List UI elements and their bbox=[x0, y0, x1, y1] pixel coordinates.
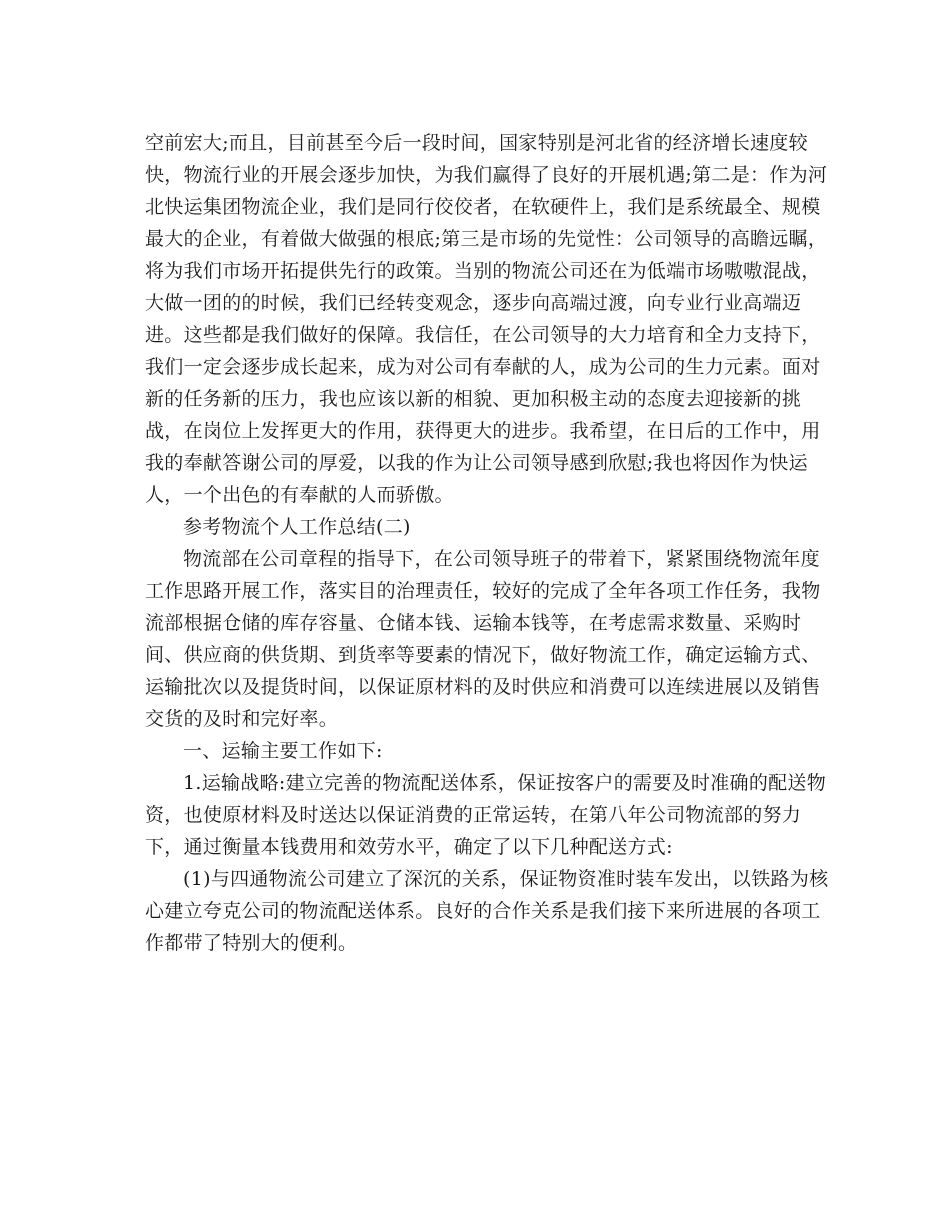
text-line: 运输批次以及提货时间，以保证原材料的及时供应和消费可以连续进展以及销售 bbox=[145, 676, 821, 698]
text-line: 1.运输战略:建立完善的物流配送体系，保证按客户的需要及时准确的配送物 bbox=[183, 772, 827, 794]
text-line: 工作思路开展工作，落实目的治理责任，较好的完成了全年各项工作任务，我物 bbox=[145, 580, 821, 602]
text-line: 北快运集团物流企业，我们是同行佼佼者，在软硬件上，我们是系统最全、规模 bbox=[145, 196, 821, 218]
text-line: 我的奉献答谢公司的厚爱，以我的作为让公司领导感到欣慰;我也将因作为快运 bbox=[145, 452, 808, 474]
text-line: 交货的及时和完好率。 bbox=[145, 708, 339, 730]
text-line: 战，在岗位上发挥更大的作用，获得更大的进步。我希望，在日后的工作中，用 bbox=[145, 420, 821, 442]
text-line: 物流部在公司章程的指导下，在公司领导班子的带着下，紧紧围绕物流年度 bbox=[183, 548, 820, 570]
text-line: 心建立夸克公司的物流配送体系。良好的合作关系是我们接下来所进展的各项工 bbox=[145, 900, 821, 922]
text-line: 大做一团的的时候，我们已经转变观念，逐步向高端过渡，向专业行业高端迈 bbox=[145, 292, 802, 314]
text-line: 下，通过衡量本钱费用和效劳水平，确定了以下几种配送方式: bbox=[145, 836, 673, 858]
text-line: 人，一个出色的有奉献的人而骄傲。 bbox=[145, 484, 454, 506]
text-line: 作都带了特别大的便利。 bbox=[145, 932, 358, 954]
text-line: 进。这些都是我们做好的保障。我信任，在公司领导的大力培育和全力支持下， bbox=[145, 324, 821, 346]
text-line: 快，物流行业的开展会逐步加快，为我们赢得了良好的开展机遇;第二是：作为河 bbox=[145, 164, 828, 186]
text-line: (1)与四通物流公司建立了深沉的关系，保证物资准时装车发出，以铁路为核 bbox=[183, 868, 829, 890]
text-line: 间、供应商的供货期、到货率等要素的情况下，做好物流工作，确定运输方式、 bbox=[145, 644, 821, 666]
text-line: 将为我们市场开拓提供先行的政策。当别的物流公司还在为低端市场嗷嗷混战， bbox=[145, 260, 821, 282]
text-line: 流部根据仓储的库存容量、仓储本钱、运输本钱等，在考虑需求数量、采购时 bbox=[145, 612, 802, 634]
text-line: 最大的企业，有着做大做强的根底;第三是市场的先觉性：公司领导的高瞻远瞩， bbox=[145, 228, 828, 250]
section-heading: 参考物流个人工作总结(二) bbox=[183, 516, 411, 538]
text-line: 资，也使原材料及时送达以保证消费的正常运转，在第八年公司物流部的努力 bbox=[145, 804, 802, 826]
text-line: 我们一定会逐步成长起来，成为对公司有奉献的人，成为公司的生力元素。面对 bbox=[145, 356, 821, 378]
text-line: 空前宏大;而且，目前甚至今后一段时间，国家特别是河北省的经济增长速度较 bbox=[145, 132, 808, 154]
text-line: 新的任务新的压力，我也应该以新的相貌、更加积极主动的态度去迎接新的挑 bbox=[145, 388, 802, 410]
list-heading: 一、运输主要工作如下: bbox=[183, 740, 383, 762]
